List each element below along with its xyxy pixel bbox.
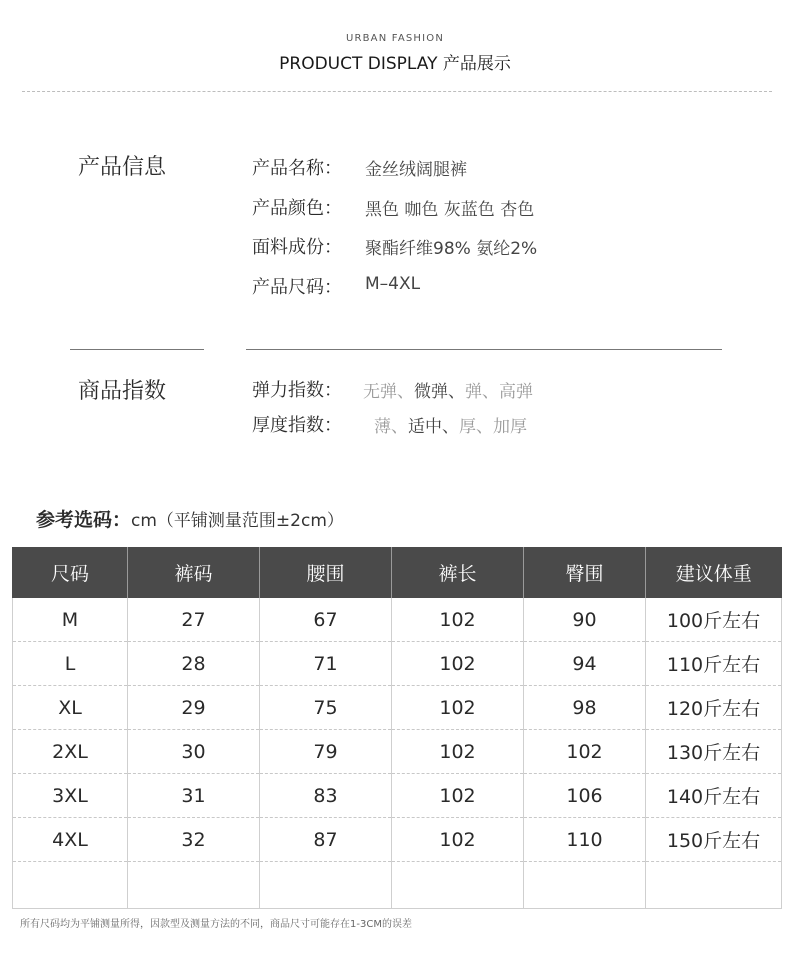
table-cell: 27: [128, 598, 260, 642]
table-cell: 110斤左右: [646, 642, 782, 686]
table-cell: 31: [128, 774, 260, 818]
measurement-disclaimer: 所有尺码均为平铺测量所得，因款型及测量方法的不同，商品尺寸可能存在1-3CM的误差: [20, 919, 412, 930]
table-cell: 87: [260, 818, 392, 862]
product-color-key: 产品颜色：: [252, 198, 342, 219]
table-cell-empty: [646, 862, 782, 909]
col-header-pants-size: 裤码: [128, 547, 260, 598]
thickness-option-medium: 适中、: [408, 417, 459, 437]
thickness-options: [374, 412, 527, 437]
size-reference-note: cm（平铺测量范围±2cm）: [131, 511, 344, 531]
thickness-option-extra-thick: 加厚: [493, 417, 527, 437]
table-cell: 67: [260, 598, 392, 642]
table-cell: 98: [524, 686, 646, 730]
table-row: [13, 818, 782, 862]
col-header-weight: 建议体重: [646, 547, 782, 598]
table-cell: XL: [13, 686, 128, 730]
thickness-key: 厚度指数：: [252, 415, 342, 436]
product-info-heading: 产品信息: [78, 155, 167, 180]
section-divider-left: [70, 349, 204, 350]
table-cell: 130斤左右: [646, 730, 782, 774]
table-cell: 102: [392, 774, 524, 818]
table-cell: M: [13, 598, 128, 642]
table-cell: 32: [128, 818, 260, 862]
col-header-hip: 臀围: [524, 547, 646, 598]
table-cell-empty: [13, 862, 128, 909]
table-cell: 2XL: [13, 730, 128, 774]
table-cell: 106: [524, 774, 646, 818]
table-row: [13, 774, 782, 818]
fabric-key: 面料成份：: [252, 237, 342, 258]
table-cell: 150斤左右: [646, 818, 782, 862]
table-cell-empty: [392, 862, 524, 909]
table-cell: 102: [392, 642, 524, 686]
table-cell: 30: [128, 730, 260, 774]
table-cell: 29: [128, 686, 260, 730]
table-cell: 90: [524, 598, 646, 642]
elasticity-option-slight: 微弹、: [414, 382, 465, 402]
table-cell: 75: [260, 686, 392, 730]
table-cell: 102: [392, 598, 524, 642]
brand-subtitle: URBAN FASHION: [345, 33, 445, 44]
table-cell: 71: [260, 642, 392, 686]
table-cell: 79: [260, 730, 392, 774]
table-cell: 110: [524, 818, 646, 862]
elasticity-options: [363, 377, 533, 402]
elasticity-option-elastic: 弹、: [465, 382, 499, 402]
table-cell-empty: [128, 862, 260, 909]
table-cell: 102: [392, 730, 524, 774]
table-cell: 28: [128, 642, 260, 686]
table-cell-empty: [524, 862, 646, 909]
table-cell: 102: [392, 818, 524, 862]
size-table-header-row: [13, 547, 782, 598]
col-header-size: 尺码: [13, 547, 128, 598]
table-cell: L: [13, 642, 128, 686]
fabric-value: 聚酯纤维98% 氨纶2%: [365, 239, 538, 259]
table-cell-empty: [260, 862, 392, 909]
table-cell: 102: [524, 730, 646, 774]
header-divider: [22, 91, 772, 92]
product-name-value: 金丝绒阔腿裤: [365, 160, 467, 180]
table-row: [13, 598, 782, 642]
table-cell: 100斤左右: [646, 598, 782, 642]
col-header-waist: 腰围: [260, 547, 392, 598]
thickness-option-thick: 厚、: [459, 417, 493, 437]
table-cell: 120斤左右: [646, 686, 782, 730]
table-cell: 4XL: [13, 818, 128, 862]
page-title: PRODUCT DISPLAY 产品展示: [279, 54, 511, 74]
table-cell: 102: [392, 686, 524, 730]
product-name-key: 产品名称：: [252, 158, 342, 179]
size-reference-title: 参考选码：: [36, 509, 132, 531]
size-reference-label: [36, 505, 344, 532]
elasticity-option-high: 高弹: [499, 382, 533, 402]
col-header-length: 裤长: [392, 547, 524, 598]
elasticity-option-none: 无弹、: [363, 382, 414, 402]
table-cell: 3XL: [13, 774, 128, 818]
table-row: [13, 730, 782, 774]
table-cell: 94: [524, 642, 646, 686]
product-size-key: 产品尺码：: [252, 277, 342, 298]
elasticity-key: 弹力指数：: [252, 380, 342, 401]
product-index-heading: 商品指数: [78, 379, 167, 404]
section-divider-right: [246, 349, 722, 350]
table-row: [13, 686, 782, 730]
product-size-value: M–4XL: [365, 274, 421, 294]
thickness-option-thin: 薄、: [374, 417, 408, 437]
table-cell: 83: [260, 774, 392, 818]
table-cell: 140斤左右: [646, 774, 782, 818]
table-row-empty: [13, 862, 782, 909]
product-color-value: 黑色 咖色 灰蓝色 杏色: [365, 200, 535, 220]
table-row: [13, 642, 782, 686]
size-table: [12, 547, 782, 909]
